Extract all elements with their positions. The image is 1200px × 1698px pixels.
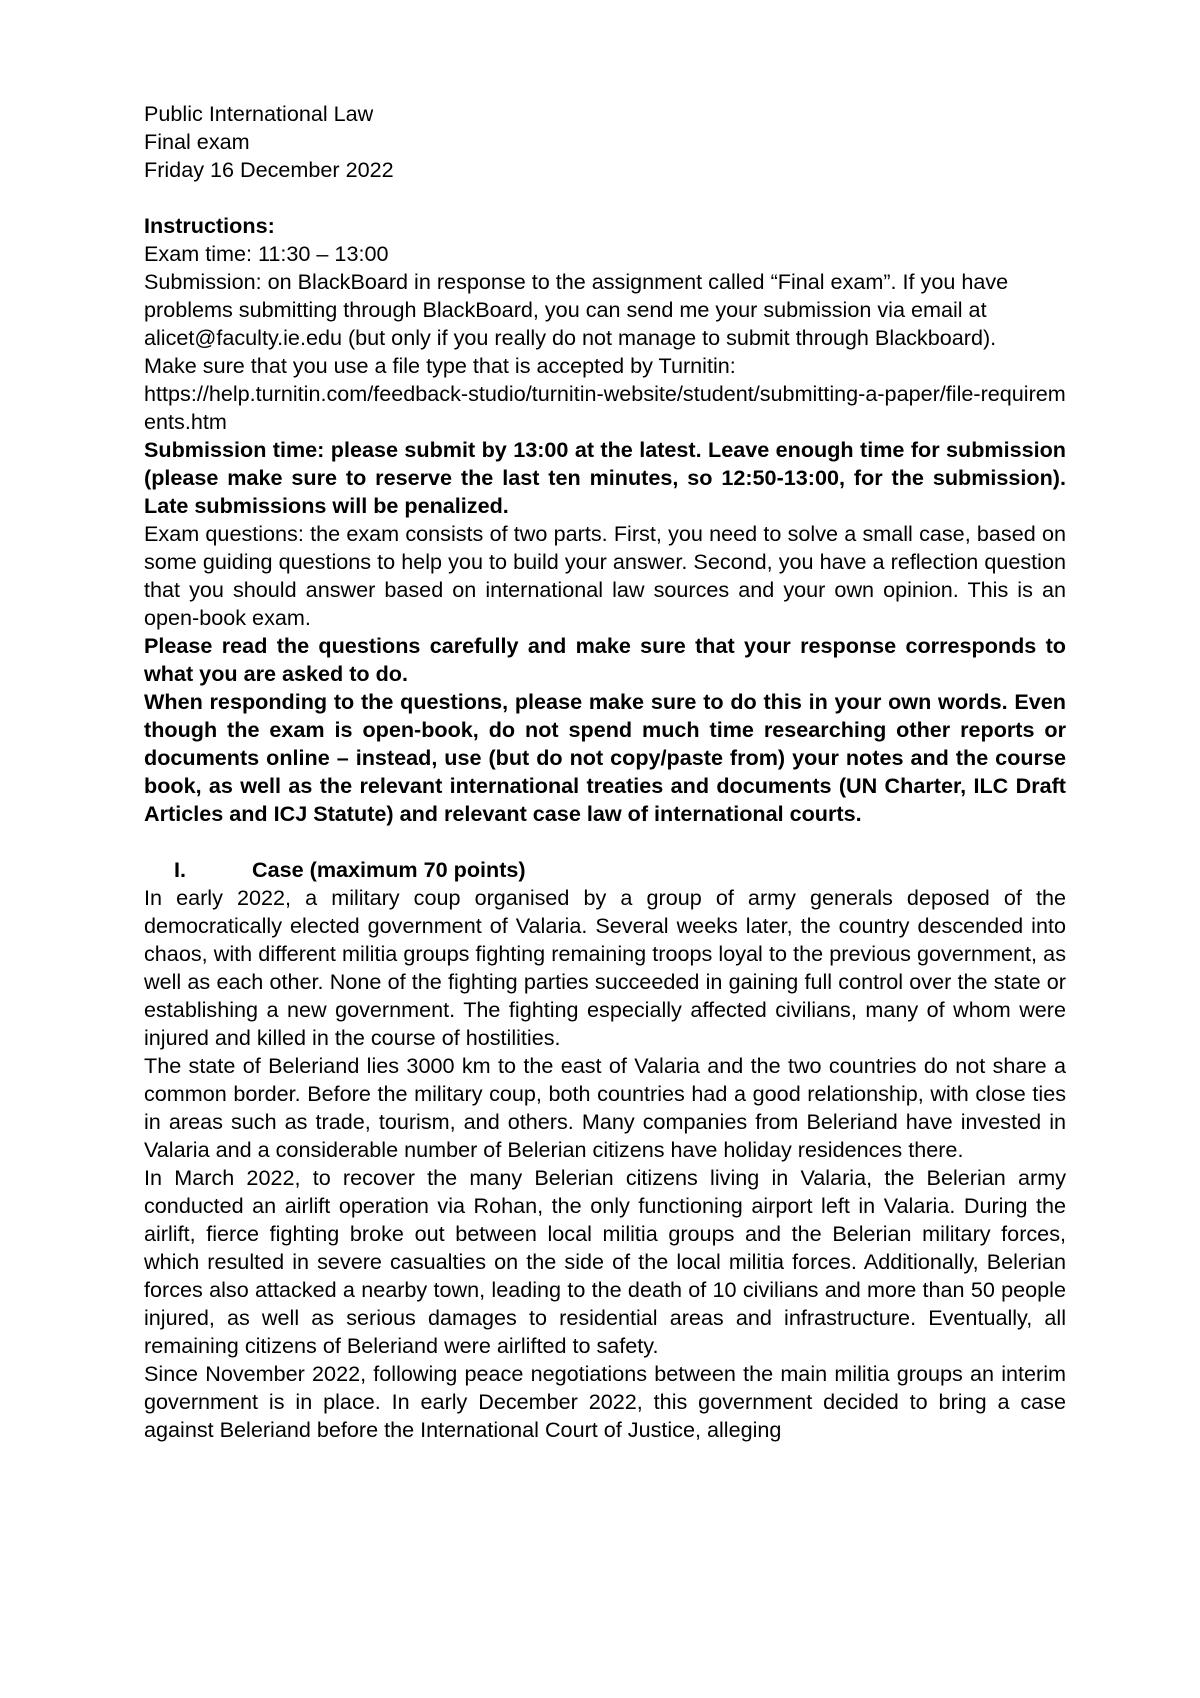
instructions-heading: Instructions: <box>144 213 275 238</box>
exam-date: Friday 16 December 2022 <box>144 157 394 182</box>
case-paragraph: In early 2022, a military coup organised by a group of army generals deposed of the democratically elected government of Valaria. Several weeks later, the country descended into chaos, with different militia groups fighting remaining troops loyal to the previous government, as well as each other. None of the fighting parties succeeded in gaining full control over the state or establishing a new government. The fighting especially affected civilians, many of whom were injured and killed in the course of hostilities. <box>144 885 1066 1050</box>
own-words-note: When responding to the questions, please make sure to do this in your own words. Even though the exam is open-book, do not spend much time researching other reports or documents online – instead, use (but do not copy/paste from) your notes and the course book, as well as the relevant international treaties and documents (UN Charter, ILC Draft Articles and ICJ Statute) and relevant case law of international courts. <box>144 689 1066 826</box>
file-type-note: Make sure that you use a file type that is accepted by Turnitin: <box>144 353 736 378</box>
section-heading <box>144 856 1066 884</box>
section-title: Case (maximum 70 points) <box>252 857 526 882</box>
spacer <box>144 828 1066 856</box>
case-paragraph: In March 2022, to recover the many Belerian citizens living in Valaria, the Belerian army conducted an airlift operation via Rohan, the only functioning airport left in Valaria. During the airlift, fierce fighting broke out between local militia groups and the Belerian military forces, which resulted in severe casualties on the side of the local militia forces. Additionally, Belerian forces also attacked a nearby town, leading to the death of 10 civilians and more than 50 people injured, as well as serious damages to residential areas and infrastructure. Eventually, all remaining citizens of Beleriand were airlifted to safety. <box>144 1165 1066 1358</box>
submission-time-note: Submission time: please submit by 13:00 at the latest. Leave enough time for submission (please make sure to reserve the last ten minutes, so 12:50-13:00, for the submission). Late submissions will be penalized. <box>144 437 1066 518</box>
course-title: Public International Law <box>144 101 374 126</box>
exam-title: Final exam <box>144 129 250 154</box>
spacer <box>144 184 1066 212</box>
read-carefully-note: Please read the questions carefully and make sure that your response corresponds to what you are asked to do. <box>144 633 1066 686</box>
case-paragraph: The state of Beleriand lies 3000 km to the east of Valaria and the two countries do not share a common border. Before the military coup, both countries had a good relationship, with close ties in areas such as trade, tourism, and others. Many companies from Beleriand have invested in Valaria and a considerable number of Belerian citizens have holiday residences there. <box>144 1053 1066 1162</box>
exam-questions-info: Exam questions: the exam consists of two parts. First, you need to solve a small case, based on some guiding questions to help you to build your answer. Second, you have a reflection question that you should answer based on international law sources and your own opinion. This is an open-book exam. <box>144 521 1066 630</box>
exam-time: Exam time: 11:30 – 13:00 <box>144 241 389 266</box>
case-paragraph: Since November 2022, following peace negotiations between the main militia groups an interim government is in place. In early December 2022, this government decided to bring a case against Beleriand before the International Court of Justice, alleging <box>144 1361 1066 1442</box>
turnitin-link[interactable]: https://help.turnitin.com/feedback-studio/turnitin-website/student/submitting-a-paper/file-requirements.htm <box>144 381 1066 434</box>
submission-info: Submission: on BlackBoard in response to the assignment called “Final exam”. If you have problems submitting through BlackBoard, you can send me your submission via email at alicet@faculty.ie.edu (but only if you really do not manage to submit through Blackboard). <box>144 269 1009 350</box>
exam-document <box>144 100 1066 1444</box>
section-number: I. <box>174 857 186 882</box>
